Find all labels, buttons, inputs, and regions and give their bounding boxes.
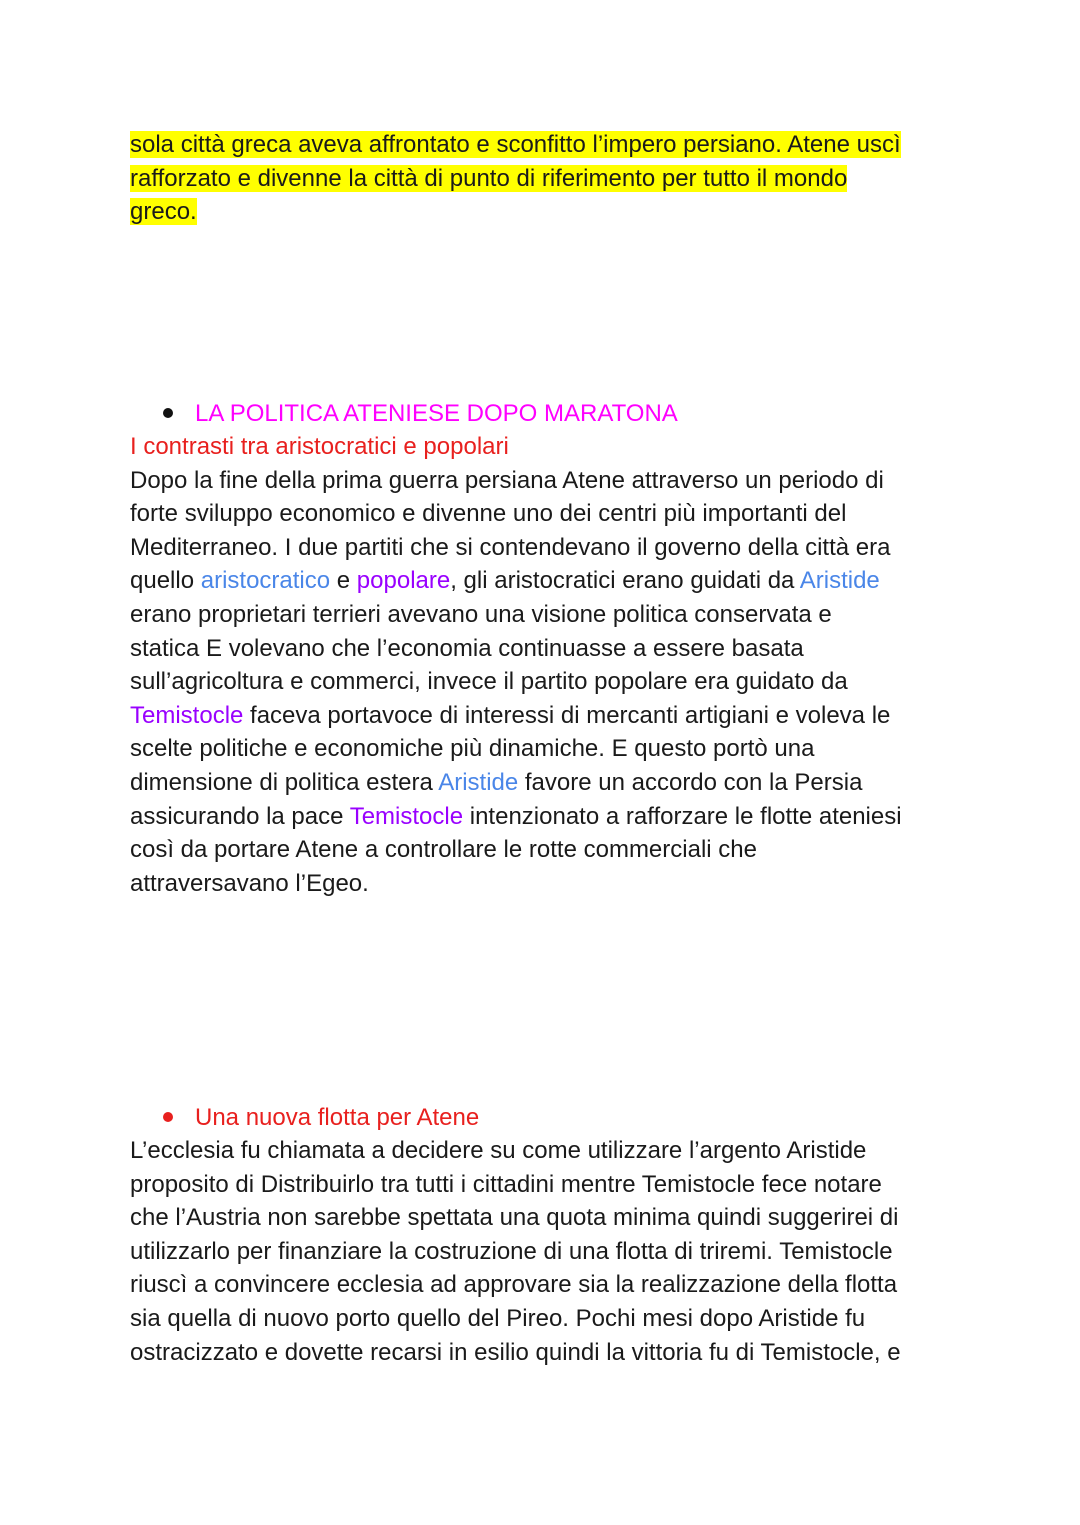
- text-run: assicurando la pace: [130, 802, 350, 830]
- section1-paragraph: [130, 430, 960, 900]
- body-line: riuscì a convincere ecclesia ad approvare sia la realizzazione della flotta: [130, 1271, 898, 1299]
- text-run: dimensione di politica estera: [130, 768, 439, 796]
- text-run: quello: [130, 567, 201, 595]
- body-line: attraversavano l’Egeo.: [130, 869, 369, 897]
- section2-heading-row: [163, 1101, 479, 1135]
- term-temistocle: Temistocle: [130, 701, 244, 729]
- section1-subheading: I contrasti tra aristocratici e popolari: [130, 433, 509, 460]
- body-line: che l’Austria non sarebbe spettata una quota minima quindi suggerirei di: [130, 1204, 899, 1232]
- text-run: favore un accordo con la Persia: [518, 768, 863, 796]
- intro-line: sola città greca aveva affrontato e sconfitto l’impero persiano. Atene uscì: [130, 131, 901, 158]
- body-line: scelte politiche e economiche più dinamiche. E questo portò una: [130, 735, 815, 763]
- term-aristide: Aristide: [438, 768, 519, 796]
- text-run: , gli aristocratici erano guidati da: [450, 567, 800, 595]
- body-line: [130, 800, 960, 834]
- intro-line: greco.: [130, 198, 197, 226]
- body-line: erano proprietari terrieri avevano una visione politica conservata e: [130, 600, 832, 628]
- term-popolare: popolare: [356, 567, 451, 595]
- body-line: statica E volevano che l’economia continuasse a essere basata: [130, 634, 804, 662]
- body-line: ostracizzato e dovette recarsi in esilio quindi la vittoria fu di Temistocle, e: [130, 1338, 901, 1366]
- text-run: intenzionato a rafforzare le flotte ateniesi: [463, 802, 902, 830]
- body-line: sia quella di nuovo porto quello del Pireo. Pochi mesi dopo Aristide fu: [130, 1304, 866, 1332]
- bullet-icon: [163, 1112, 173, 1122]
- body-line: sull’agricoltura e commerci, invece il partito popolare era guidato da: [130, 668, 848, 696]
- body-line: così da portare Atene a controllare le rotte commerciali che: [130, 836, 757, 864]
- section1-heading-row: [163, 397, 678, 431]
- body-line: forte sviluppo economico e divenne uno dei centri più importanti del: [130, 500, 847, 528]
- intro-paragraph: [130, 128, 960, 229]
- body-line: Dopo la fine della prima guerra persiana Atene attraverso un periodo di: [130, 466, 884, 494]
- bullet-icon: [163, 408, 173, 418]
- term-temistocle: Temistocle: [349, 802, 464, 830]
- body-line: [130, 564, 960, 598]
- term-aristide: Aristide: [799, 567, 880, 595]
- section2-paragraph: [130, 1134, 960, 1369]
- intro-line: rafforzato e divenne la città di punto di riferimento per tutto il mondo: [130, 164, 848, 192]
- body-line: Mediterraneo. I due partiti che si contendevano il governo della città era: [130, 533, 891, 561]
- body-line: L’ecclesia fu chiamata a decidere su come utilizzare l’argento Aristide: [130, 1137, 867, 1164]
- text-run: faceva portavoce di interessi di mercanti artigiani e voleva le: [243, 701, 891, 729]
- body-line: utilizzarlo per finanziare la costruzione di una flotta di triremi. Temistocle: [130, 1237, 893, 1265]
- body-line: [130, 766, 960, 800]
- text-run: e: [330, 567, 357, 595]
- body-line: proposito di Distribuirlo tra tutti i cittadini mentre Temistocle fece notare: [130, 1170, 882, 1198]
- body-line: [130, 699, 960, 733]
- term-aristocratico: aristocratico: [200, 567, 331, 595]
- section1-heading: LA POLITICA ATENIESE DOPO MARATONA: [195, 400, 678, 427]
- section2-heading: Una nuova flotta per Atene: [195, 1104, 480, 1131]
